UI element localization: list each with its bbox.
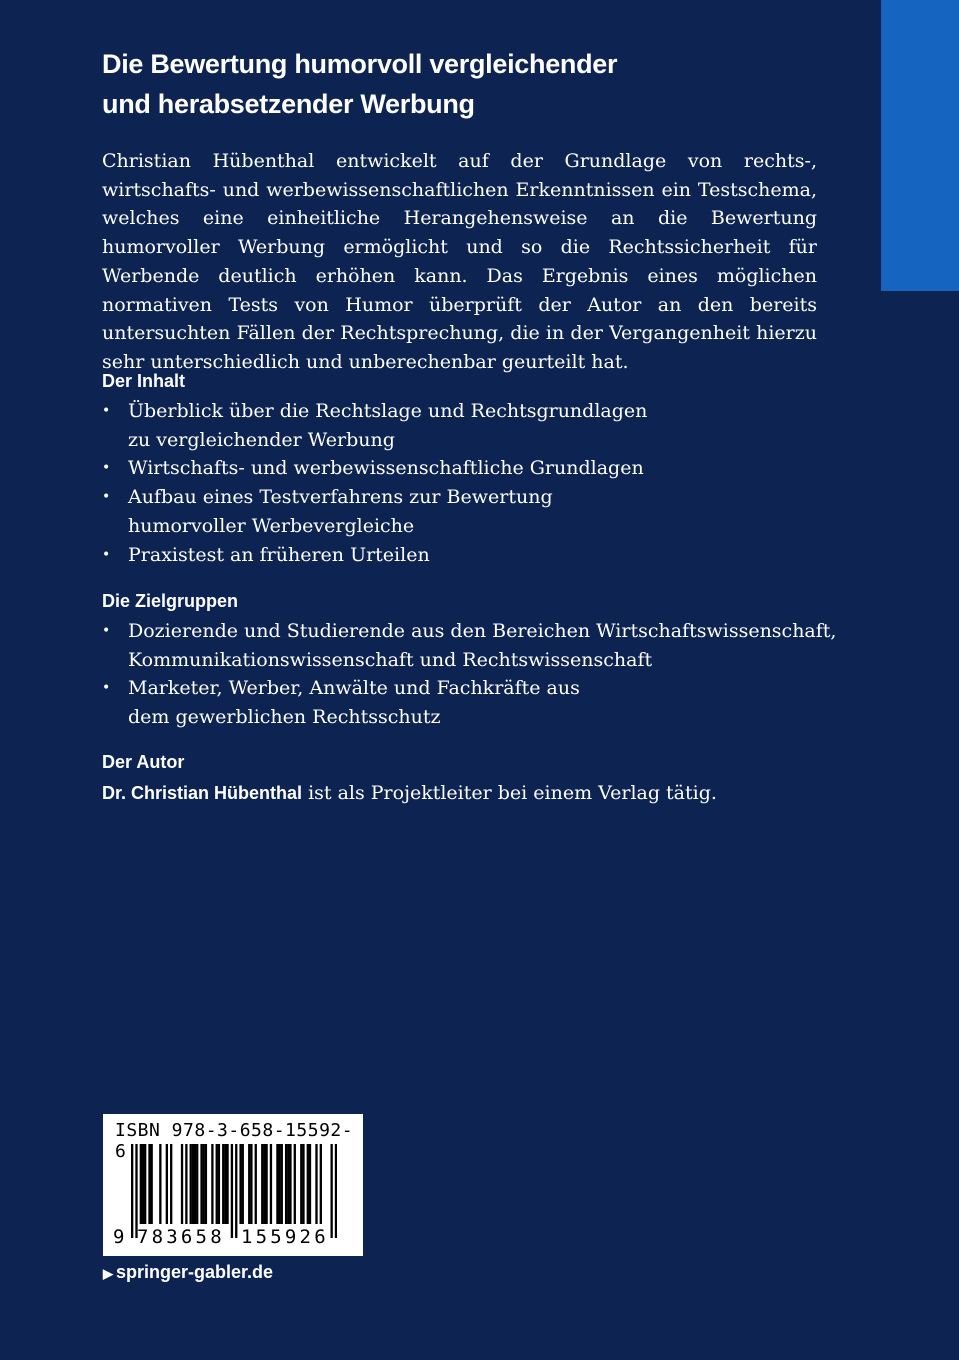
barcode-bar [261, 1144, 263, 1224]
zielgruppen-heading: Die Zielgruppen [102, 591, 239, 611]
blue-accent-tab [881, 0, 959, 291]
barcode-bar [242, 1144, 244, 1224]
barcode-bar [281, 1144, 283, 1224]
book-title [102, 44, 617, 124]
barcode-bar [231, 1144, 233, 1238]
barcode-bar [263, 1144, 265, 1224]
description-paragraph: Christian Hübenthal entwickelt auf der Grundlage von rechts-, wirtschafts- und werbewissenschaftlichen Erkenntnissen ein Testschema, welches eine einheitliche Herangehensweise an die Bewertung humorvoller Werbung ermöglicht und so die Rechtssicherheit für Werbende deutlich erhöhen kann. Das Ergebnis eines möglichen normativen Tests von Humor überprüft der Autor an den bereits untersuchten Fällen der Rechtsprechung, die in der Vergangenheit hierzu sehr unterschiedlich und unberechenbar geurteilt hat. [102, 150, 817, 373]
barcode-bar [205, 1144, 207, 1224]
barcode-bar [235, 1144, 237, 1238]
barcode-bar [309, 1144, 311, 1224]
barcode-bar [265, 1144, 267, 1224]
barcode-bar [320, 1144, 322, 1224]
barcode-bar [289, 1144, 291, 1224]
barcode-bar [148, 1144, 150, 1224]
barcode-bar [200, 1144, 202, 1224]
barcode-bar [248, 1144, 250, 1224]
author-description: ist als Projektleiter bei einem Verlag tätig. [302, 782, 717, 804]
triangle-right-icon: ▶ [103, 1266, 113, 1281]
barcode-bar [276, 1144, 278, 1224]
title-line-2: und herabsetzender Werbung [102, 89, 475, 119]
barcode-bar [218, 1144, 220, 1224]
barcode-bar [192, 1144, 194, 1224]
list-item: • Aufbau eines Testverfahrens zur Bewertung humorvoller Werbevergleiche [102, 483, 842, 540]
barcode-bar [166, 1144, 168, 1224]
barcode-bar [307, 1144, 309, 1224]
barcode-bar [159, 1144, 161, 1224]
barcode-bar [142, 1144, 144, 1224]
barcode-bar [190, 1144, 192, 1224]
barcode-bar [222, 1144, 224, 1224]
barcode-bar [226, 1144, 228, 1224]
ean-left-digits: 783658 [137, 1226, 225, 1248]
barcode-bar [140, 1144, 142, 1224]
list-item: • Wirtschafts- und werbewissenschaftliche Grundlagen [102, 454, 842, 483]
barcode-bar [135, 1144, 137, 1238]
barcode-bar [302, 1144, 304, 1224]
list-item: • Überblick über die Rechtslage und Rechtsgrundlagen zu vergleichender Werbung [102, 397, 842, 454]
barcode-bar [196, 1144, 198, 1224]
ean-right-digits: 155926 [241, 1226, 329, 1248]
list-item: • Praxistest an früheren Urteilen [102, 541, 842, 570]
list-item: • Marketer, Werber, Anwälte und Fachkräfte aus dem gewerblichen Rechtsschutz [102, 674, 842, 731]
barcode-bar [211, 1144, 213, 1224]
barcode-bar [216, 1144, 218, 1224]
zielgruppen-list [102, 617, 842, 732]
title-line-1: Die Bewertung humorvoll vergleichender [102, 49, 618, 79]
barcode-bar [270, 1144, 272, 1224]
list-item: • Dozierende und Studierende aus den Bereichen Wirtschaftswissenschaft, Kommunikationswissenschaft und Rechtswissenschaft [102, 617, 842, 674]
ean-first-digit: 9 [113, 1226, 125, 1248]
barcode-bar [181, 1144, 183, 1224]
barcode-bar [335, 1144, 337, 1238]
barcode-bar [194, 1144, 196, 1224]
isbn-label: ISBN 978-3-658-15592-6 [115, 1120, 354, 1162]
barcode-bar [294, 1144, 296, 1224]
barcode-bar [185, 1144, 187, 1224]
author-line [102, 779, 717, 807]
barcode-bar [300, 1144, 302, 1224]
barcode-bar [255, 1144, 257, 1224]
inhalt-heading: Der Inhalt [102, 371, 186, 391]
barcode-bar [287, 1144, 289, 1224]
barcode-bar [170, 1144, 172, 1224]
barcode-bar [330, 1144, 332, 1238]
website-link[interactable] [103, 1262, 273, 1283]
barcode-bar [144, 1144, 146, 1224]
barcode-bar [315, 1144, 317, 1224]
author-name: Dr. Christian Hübenthal [102, 783, 303, 803]
barcode-bar [285, 1144, 287, 1224]
barcode-bar [151, 1144, 153, 1224]
barcode-bar [239, 1144, 241, 1224]
barcode-bar [203, 1144, 205, 1224]
barcode-bar [131, 1144, 133, 1238]
autor-heading: Der Autor [102, 752, 185, 772]
barcode-bar [278, 1144, 280, 1224]
barcode-bar [224, 1144, 226, 1224]
website-url: springer-gabler.de [116, 1262, 274, 1282]
barcode-box [103, 1114, 363, 1256]
barcode-bar [250, 1144, 252, 1224]
inhalt-list [102, 397, 842, 569]
